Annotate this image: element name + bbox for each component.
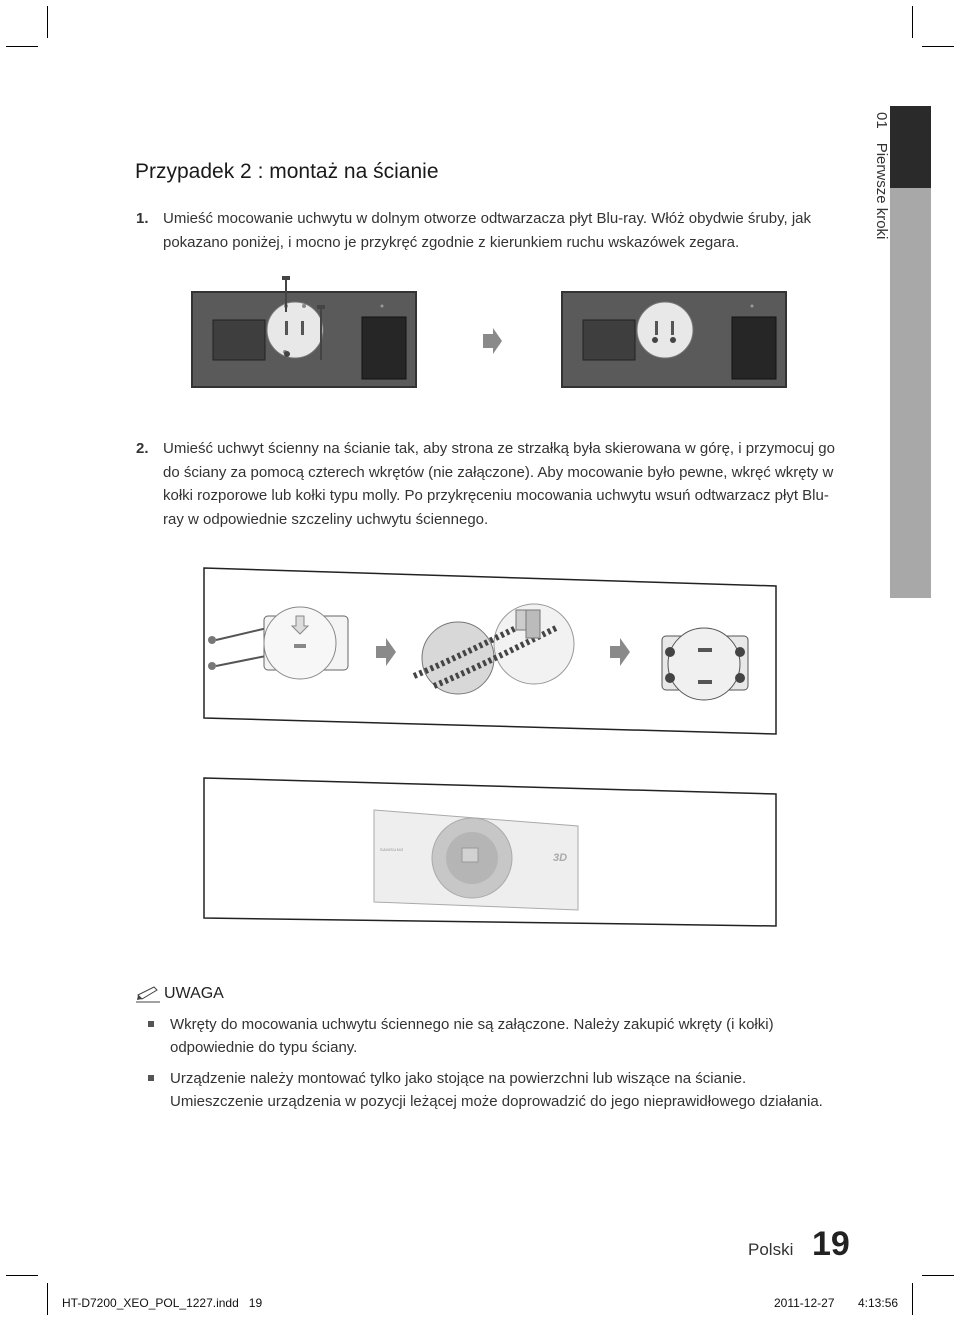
arrow-right-icon <box>483 328 502 354</box>
device-brand-label: SAMSUNG <box>380 847 404 852</box>
crop-mark <box>6 1275 38 1276</box>
chapter-number: 01 <box>873 112 890 129</box>
step-number: 1. <box>136 210 149 227</box>
crop-mark <box>47 1283 48 1315</box>
chapter-title: Pierwsze kroki <box>873 142 890 240</box>
bullet-icon <box>148 1021 154 1027</box>
note-label: UWAGA <box>164 985 224 1002</box>
step-text: Umieść uchwyt ścienny na ścianie tak, aby strona ze strzałką była skierowana w górę, i przymocuj go do ściany za pomocą czterech wkrętów (nie załączone). Aby mocowanie było pewne, wkręć wkręty w kołki rozporowe lub kołki typu molly. Po przykręceniu mocowania uchwytu wsuń odtwarzacz płyt Blu-ray w odpowiednie szczeliny uchwytu ściennego. <box>163 440 835 528</box>
step-2 <box>136 437 836 531</box>
print-slug-time: 4:13:56 <box>858 1296 899 1310</box>
note-item <box>148 1067 828 1113</box>
crop-mark <box>912 1283 913 1315</box>
step-1 <box>136 207 836 254</box>
wall-mount-illustration <box>196 558 792 738</box>
note-heading <box>136 985 224 1003</box>
footer-language: Polski <box>748 1240 794 1259</box>
crop-mark <box>922 46 954 47</box>
crop-mark <box>6 46 38 47</box>
section-title: Przypadek 2 : montaż na ścianie <box>135 160 439 183</box>
device-3d-badge: 3D <box>553 852 568 864</box>
bullet-icon <box>148 1075 154 1081</box>
pencil-note-icon <box>136 985 162 1003</box>
print-slug-file: HT-D7200_XEO_POL_1227.indd 19 <box>62 1296 263 1310</box>
crop-mark <box>47 6 48 38</box>
mounted-device-illustration <box>196 770 792 928</box>
step-text: Umieść mocowanie uchwytu w dolnym otworze odtwarzacza płyt Blu-ray. Włóż obydwie śruby, jak pokazano poniżej, i mocno je przykręć zgodnie z kierunkiem ruchu wskazówek zegara. <box>163 210 812 251</box>
bracket-attach-illustration <box>190 272 790 392</box>
note-item <box>148 1013 828 1059</box>
step-number: 2. <box>136 440 149 457</box>
note-text: Wkręty do mocowania uchwytu ściennego nie są załączone. Należy zakupić wkręty (i kołki) odpowiednie do typu ściany. <box>170 1016 774 1056</box>
crop-mark <box>922 1275 954 1276</box>
crop-mark <box>912 6 913 38</box>
page-number: 19 <box>812 1225 850 1263</box>
print-slug-date: 2011-12-27 <box>774 1296 835 1310</box>
note-text: Urządzenie należy montować tylko jako stojące na powierzchni lub wiszące na ścianie. Umieszczenie urządzenia w pozycji leżącej może doprowadzić do jego nieprawidłowego działania. <box>170 1070 823 1110</box>
chapter-tab-label <box>866 112 890 239</box>
